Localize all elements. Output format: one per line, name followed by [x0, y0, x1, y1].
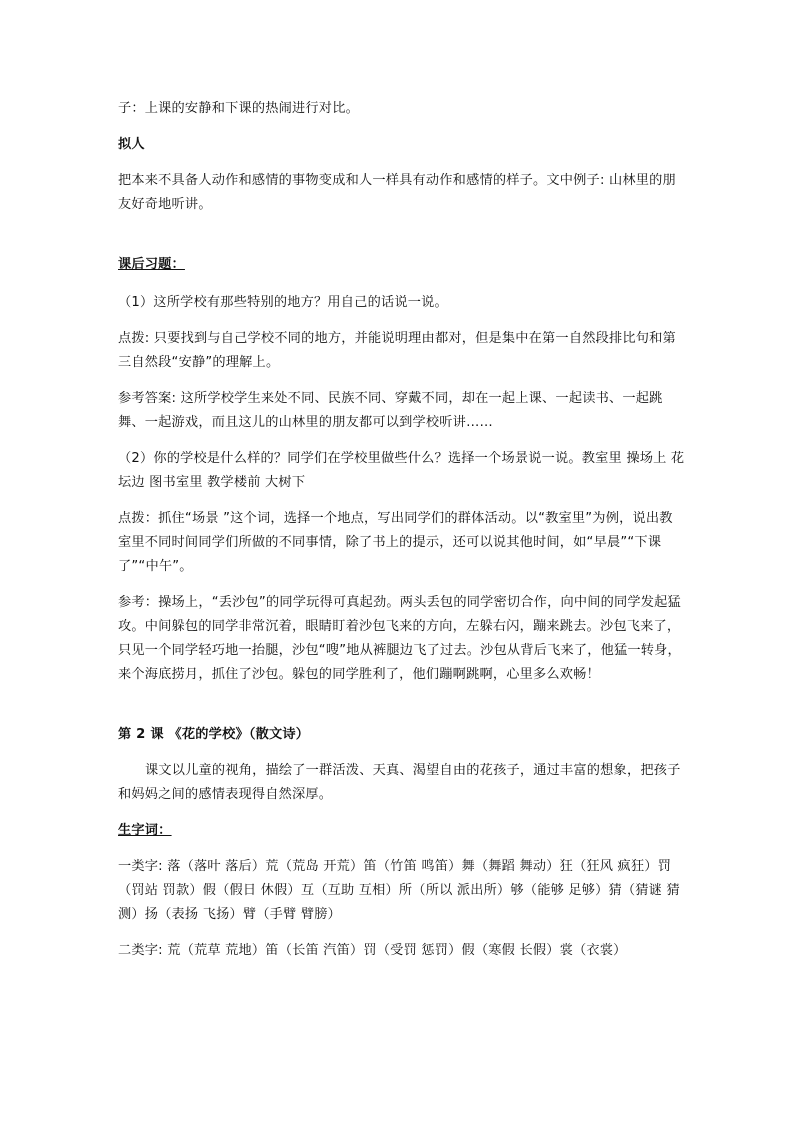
question-2: （2）你的学校是什么样的？同学们在学校里做些什么？选择一个场景说一说。教室里 操场上 花坛边 图书室里 教学楼前 大树下 [118, 451, 685, 490]
vocabulary-class-1: 一类字: 落（落叶 落后）荒（荒岛 开荒）笛（竹笛 鸣笛）舞（舞蹈 舞动）狂（狂风 疯狂）罚（罚站 罚款）假（假日 休假）互（互助 互相）所（所以 派出所）够（能够 足够）猜（猜谜 猜测）扬（表扬 飞扬）臂（手臂 臂膀） [118, 859, 680, 922]
question-2-hint: 点拨：抓住“场景 ”这个词，选择一个地点，写出同学们的群体活动。以“教室里”为例，说出教室里不同时间同学们所做的不同事情，除了书上的提示，还可以说其他时间，如“早晨”“下课了”“中午”。 [118, 511, 673, 574]
rhetoric-example-text: 子：上课的安静和下课的热闹进行对比。 [118, 101, 359, 116]
question-2-reference: 参考：操场上，“丢沙包”的同学玩得可真起劲。两头丢包的同学密切合作，向中间的同学发起猛攻。中间躲包的同学非常沉着，眼睛盯着沙包飞来的方向，左躲右闪，蹦来跳去。沙包飞来了，只见一个同学轻巧地一抬腿，沙包“嗖”地从裤腿边飞了过去。沙包从背后飞来了，他猛一转身，来个海底捞月，抓住了沙包。躲包的同学胜利了，他们蹦啊跳啊，心里多么欢畅！ [118, 595, 681, 682]
lesson-2-summary: 课文以儿童的视角，描绘了一群活泼、天真、渴望自由的花孩子，通过丰富的想象，把孩子和妈妈之间的感情表现得自然深厚。 [118, 763, 681, 802]
question-1: （1）这所学校有那些特别的地方？用自己的话说一说。 [118, 295, 448, 310]
question-1-answer: 参考答案: 这所学校学生来处不同、民族不同、穿戴不同，却在一起上课、一起读书、一起跳舞、一起游戏，而且这儿的山林里的朋友都可以到学校听讲…… [118, 391, 663, 430]
lesson-2-title: 第 2 课 《花的学校》（散文诗） [118, 727, 310, 742]
personification-definition: 把本来不具备人动作和感情的事物变成和人一样具有动作和感情的样子。文中例子: 山林里的朋友好奇地听讲。 [118, 173, 676, 212]
personification-heading: 拟人 [118, 137, 145, 152]
exercises-heading: 课后习题： [118, 257, 185, 272]
vocabulary-class-2: 二类字: 荒（荒草 荒地）笛（长笛 汽笛）罚（受罚 惩罚）假（寒假 长假）裳（衣裳） [118, 943, 627, 958]
question-1-hint: 点拨: 只要找到与自己学校不同的地方，并能说明理由都对，但是集中在第一自然段排比句和第三自然段“安静”的理解上。 [118, 331, 676, 370]
document-page [118, 97, 686, 963]
vocabulary-heading: 生字词： [118, 823, 172, 838]
